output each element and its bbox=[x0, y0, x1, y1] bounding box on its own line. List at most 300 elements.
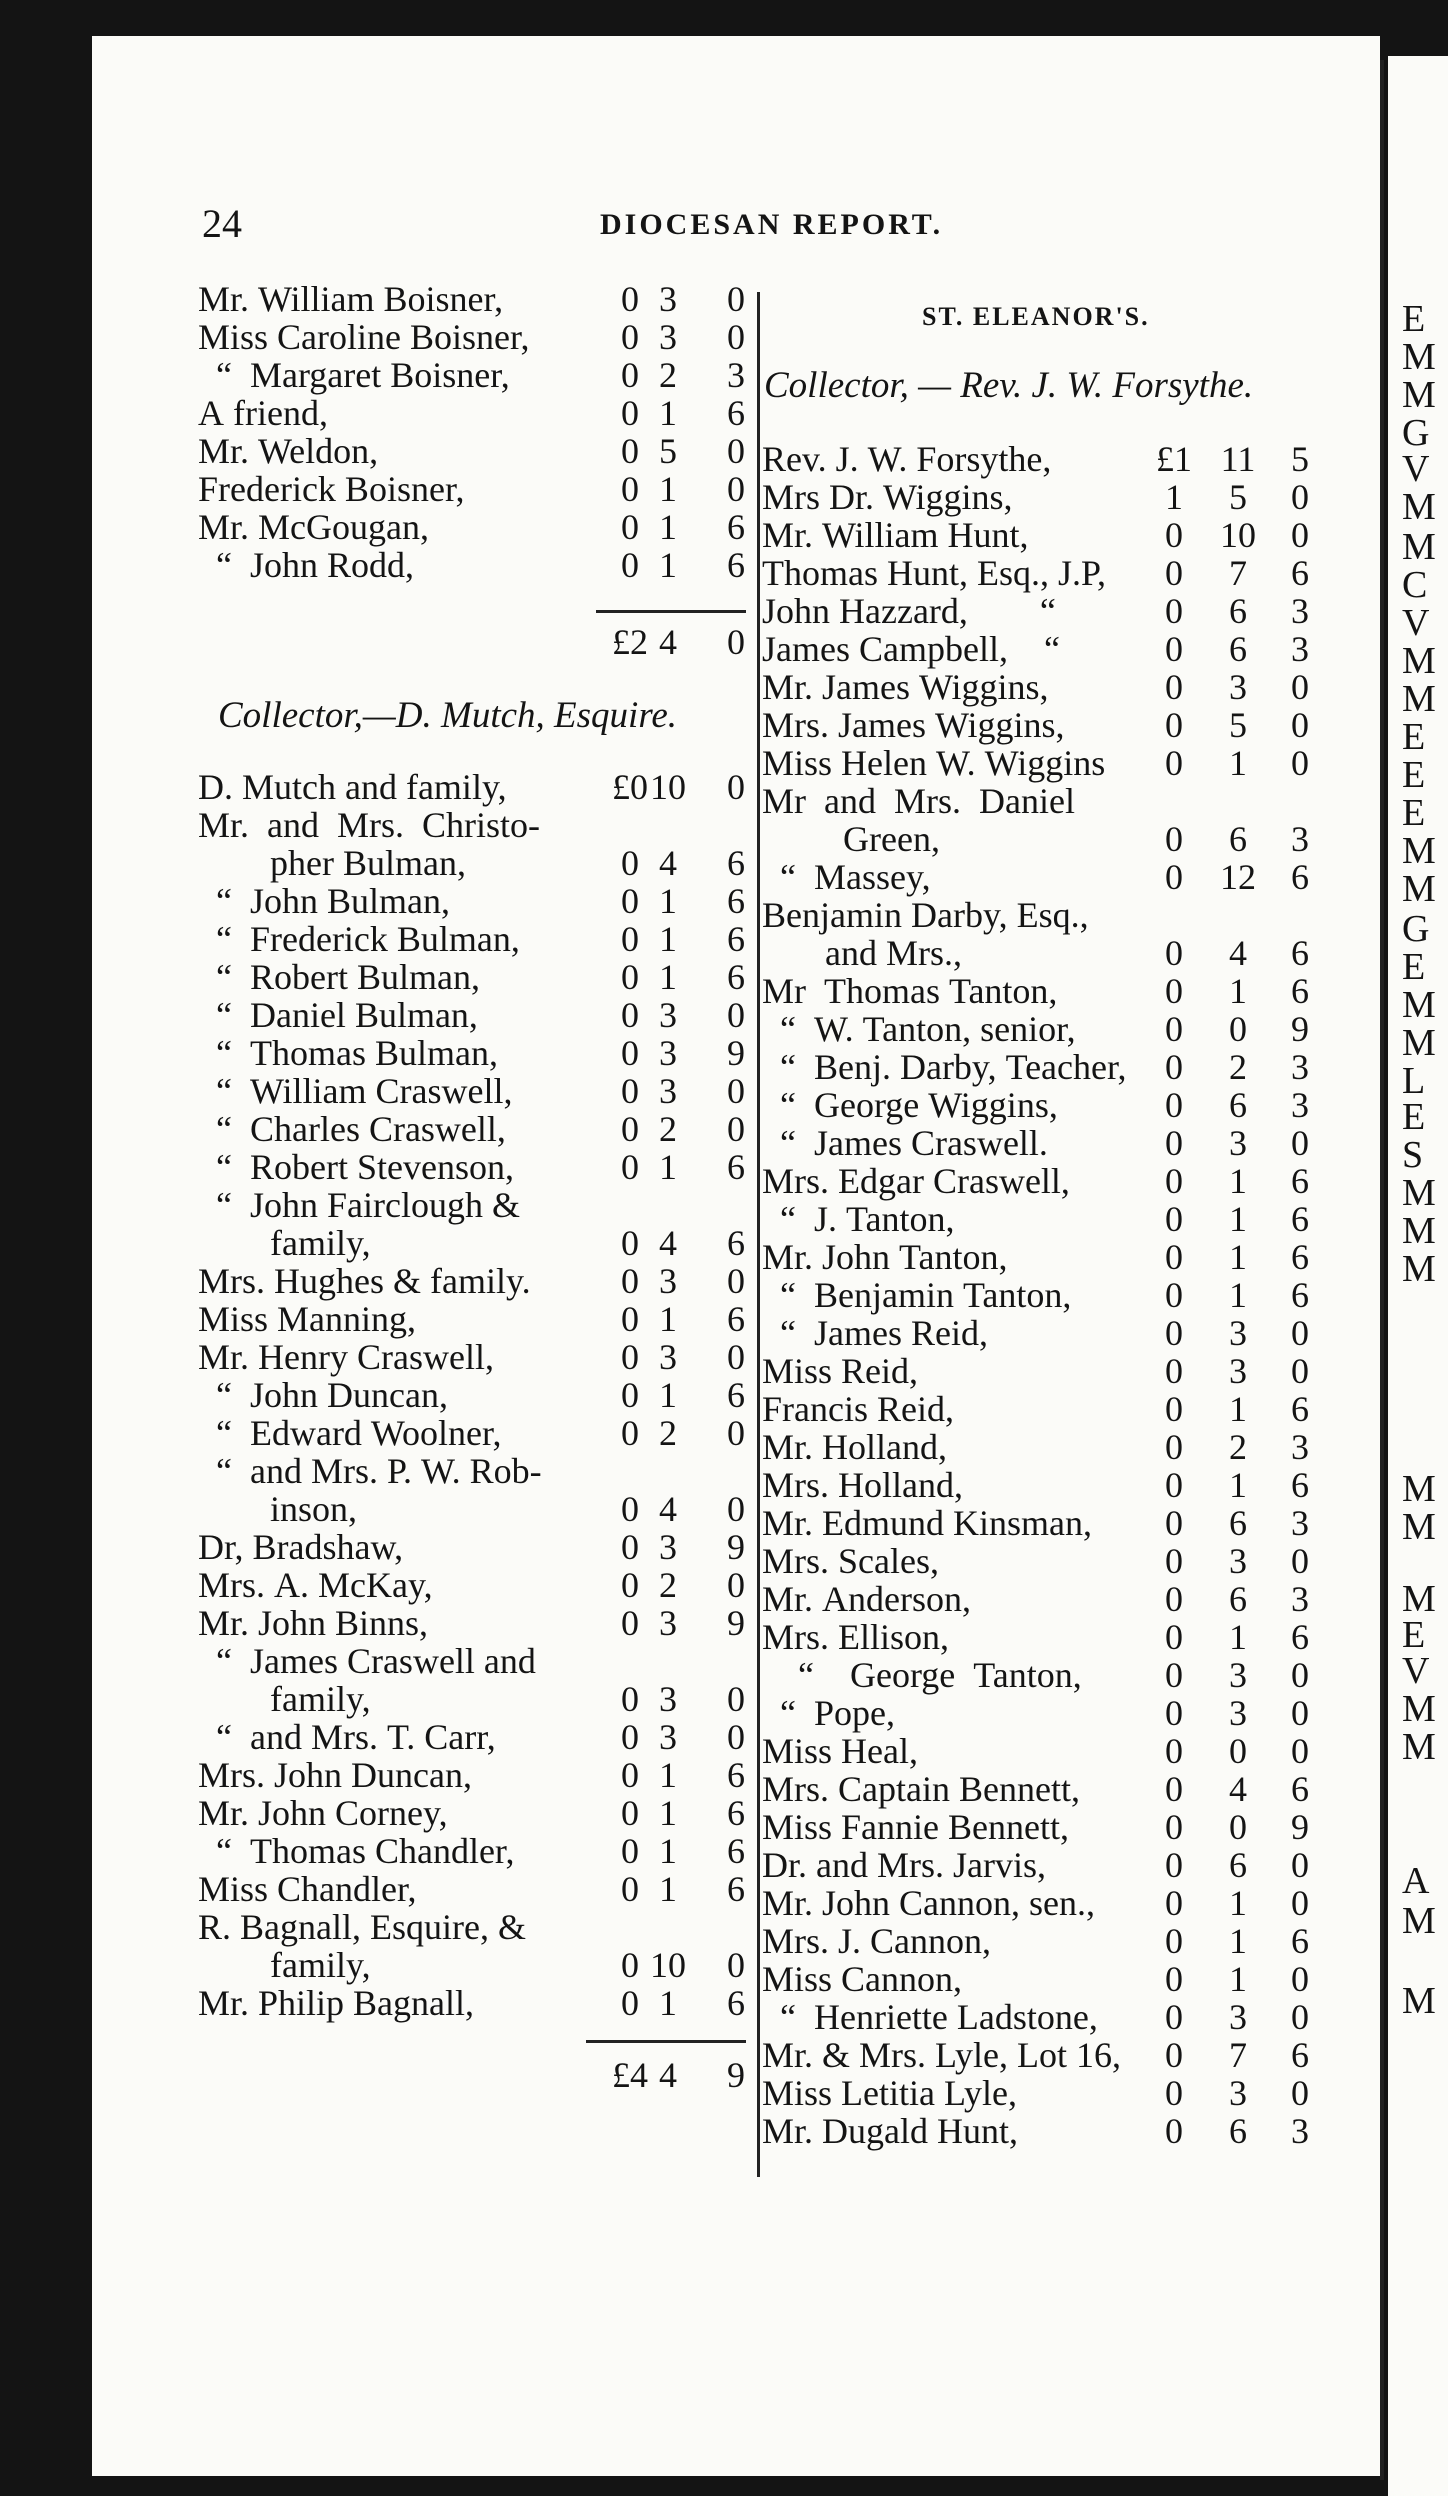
amount-pounds: 0 bbox=[621, 1033, 639, 1073]
amount-pounds: 0 bbox=[1165, 2111, 1183, 2151]
amount-pounds: 0 bbox=[621, 995, 639, 1035]
amount-pounds: 0 bbox=[621, 1071, 639, 1111]
amount-pence: 0 bbox=[727, 1717, 745, 1757]
contributor-name: Mr. William Hunt, bbox=[762, 515, 1029, 555]
contributor-name: John Hazzard, “ bbox=[762, 591, 1056, 631]
entry-row bbox=[198, 1870, 776, 1908]
amount-shillings: 2 bbox=[1229, 1427, 1247, 1467]
next-page-letter: E bbox=[1402, 946, 1426, 988]
amount-pence: 6 bbox=[727, 545, 745, 585]
contributor-name: D. Mutch and family, bbox=[198, 767, 507, 807]
contributor-name: Mr. Edmund Kinsman, bbox=[762, 1503, 1092, 1543]
amount-pence: 3 bbox=[1291, 1579, 1309, 1619]
contributor-name: Francis Reid, bbox=[762, 1389, 954, 1429]
entry-row bbox=[762, 1960, 1340, 1998]
amount-pence: 6 bbox=[1291, 1199, 1309, 1239]
amount-pence: 0 bbox=[1291, 1959, 1309, 1999]
collector-heading: Collector,—D. Mutch, Esquire. bbox=[218, 695, 678, 736]
next-page-letter: M bbox=[1402, 984, 1436, 1026]
entry-row bbox=[762, 1542, 1340, 1580]
entry-row bbox=[762, 972, 1340, 1010]
amount-pounds: 0 bbox=[621, 545, 639, 585]
amount-pence: 0 bbox=[1291, 1731, 1309, 1771]
sum-rule bbox=[596, 610, 746, 613]
contributor-name: “ Robert Stevenson, bbox=[198, 1147, 514, 1187]
entry-row bbox=[762, 1428, 1340, 1466]
next-page-letter: M bbox=[1402, 830, 1436, 872]
entry-row bbox=[198, 1566, 776, 1604]
contributor-name: “ John Fairclough & bbox=[198, 1185, 520, 1225]
amount-pence: 6 bbox=[1291, 1769, 1309, 1809]
amount-pounds: 0 bbox=[1165, 971, 1183, 1011]
amount-pence: 0 bbox=[1291, 1655, 1309, 1695]
amount-pounds: 0 bbox=[1165, 1123, 1183, 1163]
amount-pounds: 0 bbox=[621, 1565, 639, 1605]
page-number: 24 bbox=[202, 201, 242, 246]
entry-row bbox=[198, 1718, 776, 1756]
amount-pounds: 0 bbox=[1165, 1199, 1183, 1239]
amount-pence: 3 bbox=[1291, 1047, 1309, 1087]
amount-pence: 9 bbox=[1291, 1009, 1309, 1049]
entry-row bbox=[198, 1756, 776, 1794]
next-page-letter: M bbox=[1402, 374, 1436, 416]
amount-shillings: 1 bbox=[659, 1869, 677, 1909]
entry-row bbox=[198, 508, 776, 546]
contributor-name: Mr. McGougan, bbox=[198, 507, 429, 547]
amount-shillings: 6 bbox=[1229, 1579, 1247, 1619]
amount-pounds: £0 bbox=[612, 767, 648, 807]
amount-pence: 6 bbox=[727, 507, 745, 547]
next-page-letter: G bbox=[1402, 908, 1430, 950]
amount-pounds: 0 bbox=[1165, 1047, 1183, 1087]
amount-pounds: 0 bbox=[1165, 933, 1183, 973]
contributor-name: Mrs. Scales, bbox=[762, 1541, 939, 1581]
contributor-name: Miss Chandler, bbox=[198, 1869, 417, 1909]
next-page-letter: M bbox=[1402, 1900, 1436, 1942]
next-page-letter: M bbox=[1402, 1468, 1436, 1510]
contributor-name: “ Thomas Chandler, bbox=[198, 1831, 515, 1871]
entry-row bbox=[198, 1946, 776, 1984]
contributor-name: “ Pope, bbox=[762, 1693, 895, 1733]
contributor-name: Thomas Hunt, Esq., J.P, bbox=[762, 553, 1107, 593]
contributor-name: “ Benjamin Tanton, bbox=[762, 1275, 1072, 1315]
amount-shillings: 1 bbox=[659, 469, 677, 509]
amount-pence: 6 bbox=[727, 1983, 745, 2023]
amount-shillings: 1 bbox=[659, 1983, 677, 2023]
amount-shillings: 3 bbox=[659, 317, 677, 357]
amount-shillings: 4 bbox=[659, 1223, 677, 1263]
amount-pence: 0 bbox=[727, 1565, 745, 1605]
amount-shillings: 6 bbox=[1229, 2111, 1247, 2151]
amount-shillings: 4 bbox=[659, 622, 677, 662]
amount-shillings: 6 bbox=[1229, 1503, 1247, 1543]
amount-pounds: 0 bbox=[1165, 1959, 1183, 1999]
entry-row bbox=[198, 1034, 776, 1072]
amount-pounds: 0 bbox=[621, 1261, 639, 1301]
amount-shillings: 0 bbox=[1229, 1807, 1247, 1847]
amount-pence: 0 bbox=[1291, 477, 1309, 517]
next-page-letter: C bbox=[1402, 564, 1428, 606]
contributor-name: Mr. John Cannon, sen., bbox=[762, 1883, 1095, 1923]
amount-pounds: 0 bbox=[621, 279, 639, 319]
contributor-name: Mrs. A. McKay, bbox=[198, 1565, 433, 1605]
entry-row bbox=[198, 1490, 776, 1528]
amount-shillings: 3 bbox=[1229, 1313, 1247, 1353]
amount-shillings: 1 bbox=[659, 1793, 677, 1833]
entry-row bbox=[198, 1908, 776, 1946]
entry-row bbox=[762, 630, 1340, 668]
amount-pence: 0 bbox=[727, 1489, 745, 1529]
entry-row bbox=[762, 896, 1340, 934]
next-page-letter: E bbox=[1402, 298, 1426, 340]
amount-pence: 3 bbox=[1291, 2111, 1309, 2151]
amount-shillings: 7 bbox=[1229, 2035, 1247, 2075]
amount-shillings: 3 bbox=[659, 1717, 677, 1757]
amount-shillings: 3 bbox=[659, 1071, 677, 1111]
amount-pounds: 0 bbox=[621, 1603, 639, 1643]
entry-row bbox=[198, 1338, 776, 1376]
amount-pence: 3 bbox=[1291, 1085, 1309, 1125]
contributor-name: inson, bbox=[198, 1489, 358, 1529]
next-page-letter: M bbox=[1402, 1726, 1436, 1768]
amount-pence: 6 bbox=[727, 919, 745, 959]
amount-shillings: 2 bbox=[659, 1413, 677, 1453]
amount-pence: 0 bbox=[727, 767, 745, 807]
amount-shillings: 2 bbox=[659, 355, 677, 395]
entry-row bbox=[762, 1048, 1340, 1086]
contributor-name: “ and Mrs. T. Carr, bbox=[198, 1717, 496, 1757]
contributor-name: Dr, Bradshaw, bbox=[198, 1527, 404, 1567]
amount-shillings: 3 bbox=[1229, 1655, 1247, 1695]
contributor-name: “ Massey, bbox=[762, 857, 931, 897]
amount-shillings: 2 bbox=[659, 1565, 677, 1605]
next-page-letter: S bbox=[1402, 1134, 1424, 1176]
contributor-name: Mrs. Captain Bennett, bbox=[762, 1769, 1080, 1809]
contributor-name: Mr. Holland, bbox=[762, 1427, 947, 1467]
amount-pence: 6 bbox=[727, 1755, 745, 1795]
amount-pounds: 0 bbox=[621, 393, 639, 433]
amount-pounds: 0 bbox=[1165, 591, 1183, 631]
amount-pounds: 0 bbox=[1165, 705, 1183, 745]
amount-shillings: 4 bbox=[1229, 933, 1247, 973]
contributor-name: Mr. John Binns, bbox=[198, 1603, 429, 1643]
amount-pence: 0 bbox=[1291, 1997, 1309, 2037]
amount-pence: 6 bbox=[1291, 1617, 1309, 1657]
amount-pounds: 0 bbox=[1165, 1807, 1183, 1847]
amount-pounds: 0 bbox=[1165, 1769, 1183, 1809]
amount-pence: 0 bbox=[1291, 705, 1309, 745]
amount-pounds: 0 bbox=[621, 1831, 639, 1871]
entry-row bbox=[198, 768, 776, 806]
contributor-name: and Mrs., bbox=[762, 933, 962, 973]
entry-row bbox=[762, 934, 1340, 972]
amount-pence: 6 bbox=[727, 1223, 745, 1263]
amount-shillings: 1 bbox=[1229, 1161, 1247, 1201]
entry-row bbox=[762, 1618, 1340, 1656]
next-page-letter: M bbox=[1402, 640, 1436, 682]
amount-pence: 6 bbox=[727, 1147, 745, 1187]
entry-row bbox=[198, 1224, 776, 1262]
amount-shillings: 1 bbox=[1229, 1237, 1247, 1277]
next-page-letter: V bbox=[1402, 602, 1430, 644]
amount-shillings: 1 bbox=[659, 1375, 677, 1415]
amount-shillings: 0 bbox=[1229, 1731, 1247, 1771]
total-row bbox=[198, 2056, 776, 2094]
entry-row bbox=[198, 546, 776, 584]
amount-shillings: 1 bbox=[659, 1299, 677, 1339]
amount-shillings: 3 bbox=[659, 1603, 677, 1643]
next-page-letter: M bbox=[1402, 678, 1436, 720]
entry-row bbox=[198, 1186, 776, 1224]
amount-pounds: 0 bbox=[1165, 2035, 1183, 2075]
amount-pounds: 0 bbox=[1165, 1237, 1183, 1277]
amount-shillings: 3 bbox=[1229, 1123, 1247, 1163]
amount-shillings: 1 bbox=[659, 1147, 677, 1187]
next-page-letter: M bbox=[1402, 1578, 1436, 1620]
page-gutter bbox=[1380, 60, 1384, 2480]
entry-row bbox=[762, 706, 1340, 744]
amount-shillings: 1 bbox=[659, 545, 677, 585]
amount-pence: 0 bbox=[1291, 515, 1309, 555]
contributor-name: James Campbell, “ bbox=[762, 629, 1060, 669]
amount-shillings: 6 bbox=[1229, 1845, 1247, 1885]
amount-pounds: 0 bbox=[1165, 667, 1183, 707]
entry-row bbox=[198, 920, 776, 958]
amount-shillings: 3 bbox=[1229, 1693, 1247, 1733]
amount-pence: 6 bbox=[727, 1299, 745, 1339]
amount-pence: 3 bbox=[1291, 591, 1309, 631]
amount-pence: 9 bbox=[727, 1033, 745, 1073]
entry-row bbox=[198, 394, 776, 432]
entry-row bbox=[762, 1808, 1340, 1846]
entry-row bbox=[762, 744, 1340, 782]
amount-shillings: 3 bbox=[659, 279, 677, 319]
amount-pence: 6 bbox=[727, 957, 745, 997]
amount-pounds: 0 bbox=[621, 469, 639, 509]
contributor-name: “ Benj. Darby, Teacher, bbox=[762, 1047, 1127, 1087]
contributor-name: “ and Mrs. P. W. Rob- bbox=[198, 1451, 542, 1491]
amount-pounds: 0 bbox=[621, 1413, 639, 1453]
contributor-name: Green, bbox=[762, 819, 940, 859]
amount-shillings: 12 bbox=[1220, 857, 1256, 897]
next-page-letter: E bbox=[1402, 754, 1426, 796]
amount-pence: 6 bbox=[727, 1793, 745, 1833]
contributor-name: Mr. John Corney, bbox=[198, 1793, 448, 1833]
amount-pence: 0 bbox=[727, 1679, 745, 1719]
amount-shillings: 3 bbox=[1229, 1351, 1247, 1391]
amount-pounds: £2 bbox=[612, 622, 648, 662]
sum-rule bbox=[586, 2040, 746, 2043]
amount-pence: 0 bbox=[727, 1337, 745, 1377]
entry-row bbox=[762, 1200, 1340, 1238]
entry-row bbox=[762, 668, 1340, 706]
amount-pounds: 0 bbox=[1165, 1085, 1183, 1125]
amount-pounds: 0 bbox=[621, 1679, 639, 1719]
amount-pounds: 0 bbox=[1165, 1883, 1183, 1923]
next-page-letter: M bbox=[1402, 1688, 1436, 1730]
amount-pounds: 0 bbox=[1165, 1845, 1183, 1885]
entry-row bbox=[198, 1414, 776, 1452]
entry-row bbox=[762, 858, 1340, 896]
next-page-letter: M bbox=[1402, 1506, 1436, 1548]
section-title: ST. ELEANOR'S. bbox=[922, 302, 1150, 331]
amount-shillings: 2 bbox=[659, 1109, 677, 1149]
contributor-name: Mr. John Tanton, bbox=[762, 1237, 1008, 1277]
amount-pence: 0 bbox=[727, 469, 745, 509]
entry-row bbox=[198, 1984, 776, 2022]
amount-shillings: 1 bbox=[659, 1831, 677, 1871]
amount-shillings: 3 bbox=[659, 1337, 677, 1377]
amount-pence: 6 bbox=[1291, 553, 1309, 593]
amount-pence: 9 bbox=[727, 2055, 745, 2095]
next-page-letter: L bbox=[1402, 1060, 1426, 1102]
entry-row bbox=[762, 1732, 1340, 1770]
contributor-name: “ Daniel Bulman, bbox=[198, 995, 478, 1035]
contributor-name: Mrs. J. Cannon, bbox=[762, 1921, 992, 1961]
next-page-letter: M bbox=[1402, 1172, 1436, 1214]
contributor-name: Mrs. Holland, bbox=[762, 1465, 963, 1505]
amount-pence: 0 bbox=[1291, 667, 1309, 707]
amount-pence: 0 bbox=[1291, 1123, 1309, 1163]
contributor-name: A friend, bbox=[198, 393, 328, 433]
amount-shillings: 6 bbox=[1229, 591, 1247, 631]
next-page-letter: M bbox=[1402, 336, 1436, 378]
amount-pounds: 0 bbox=[1165, 1655, 1183, 1695]
amount-pounds: 0 bbox=[1165, 629, 1183, 669]
amount-shillings: 1 bbox=[1229, 1921, 1247, 1961]
next-page-letter: M bbox=[1402, 1210, 1436, 1252]
amount-shillings: 3 bbox=[659, 1033, 677, 1073]
contributor-name: Mr. William Boisner, bbox=[198, 279, 504, 319]
amount-pence: 6 bbox=[727, 881, 745, 921]
entry-row bbox=[198, 1300, 776, 1338]
amount-pounds: 0 bbox=[621, 1489, 639, 1529]
amount-pounds: 0 bbox=[1165, 515, 1183, 555]
amount-pence: 5 bbox=[1291, 439, 1309, 479]
next-page-letter: M bbox=[1402, 1248, 1436, 1290]
next-page-letter: M bbox=[1402, 486, 1436, 528]
entry-row bbox=[198, 356, 776, 394]
amount-pounds: 0 bbox=[1165, 1503, 1183, 1543]
next-page-letter: E bbox=[1402, 716, 1426, 758]
amount-pence: 6 bbox=[1291, 1465, 1309, 1505]
amount-pounds: 0 bbox=[1165, 1161, 1183, 1201]
contributor-name: Miss Helen W. Wiggins bbox=[762, 743, 1106, 783]
amount-pounds: 0 bbox=[1165, 1693, 1183, 1733]
amount-pence: 0 bbox=[1291, 1351, 1309, 1391]
amount-shillings: 1 bbox=[659, 919, 677, 959]
total-row bbox=[198, 623, 776, 661]
contributor-name: Mrs. Ellison, bbox=[762, 1617, 950, 1657]
contributor-name: Mrs. Edgar Craswell, bbox=[762, 1161, 1070, 1201]
entry-row bbox=[198, 1642, 776, 1680]
contributor-name: “ John Bulman, bbox=[198, 881, 450, 921]
amount-shillings: 5 bbox=[1229, 477, 1247, 517]
amount-pounds: 0 bbox=[621, 1375, 639, 1415]
amount-shillings: 3 bbox=[1229, 1541, 1247, 1581]
contributor-name: Mr. Dugald Hunt, bbox=[762, 2111, 1018, 2151]
amount-shillings: 1 bbox=[1229, 1883, 1247, 1923]
amount-pounds: 0 bbox=[621, 843, 639, 883]
entry-row bbox=[762, 2112, 1340, 2150]
contributor-name: Miss Letitia Lyle, bbox=[762, 2073, 1017, 2113]
amount-pounds: 0 bbox=[621, 1109, 639, 1149]
entry-row bbox=[198, 1110, 776, 1148]
next-page-letter: M bbox=[1402, 868, 1436, 910]
entry-row bbox=[762, 1162, 1340, 1200]
contributor-name: “ Margaret Boisner, bbox=[198, 355, 510, 395]
contributor-name: Miss Cannon, bbox=[762, 1959, 963, 1999]
contributor-name: “ J. Tanton, bbox=[762, 1199, 955, 1239]
amount-pounds: 0 bbox=[1165, 743, 1183, 783]
entry-row bbox=[762, 1922, 1340, 1960]
amount-pounds: 0 bbox=[1165, 1275, 1183, 1315]
amount-pounds: 0 bbox=[1165, 1427, 1183, 1467]
next-page-letter: A bbox=[1402, 1860, 1430, 1902]
entry-row bbox=[762, 1466, 1340, 1504]
contributor-name: “ Robert Bulman, bbox=[198, 957, 480, 997]
amount-pounds: 0 bbox=[1165, 819, 1183, 859]
amount-pence: 6 bbox=[1291, 2035, 1309, 2075]
amount-shillings: 4 bbox=[659, 843, 677, 883]
entry-row bbox=[762, 1352, 1340, 1390]
amount-shillings: 6 bbox=[1229, 819, 1247, 859]
contributor-name: “ John Duncan, bbox=[198, 1375, 448, 1415]
amount-shillings: 4 bbox=[1229, 1769, 1247, 1809]
entry-row bbox=[198, 1376, 776, 1414]
amount-shillings: 6 bbox=[1229, 1085, 1247, 1125]
amount-pence: 3 bbox=[1291, 1503, 1309, 1543]
entry-row bbox=[198, 1262, 776, 1300]
amount-pounds: 0 bbox=[1165, 2073, 1183, 2113]
amount-pounds: 0 bbox=[1165, 1731, 1183, 1771]
contributor-name: “ James Craswell and bbox=[198, 1641, 536, 1681]
amount-pounds: 0 bbox=[1165, 553, 1183, 593]
amount-pence: 0 bbox=[1291, 1845, 1309, 1885]
amount-shillings: 3 bbox=[1229, 667, 1247, 707]
entry-row bbox=[198, 1072, 776, 1110]
contributor-name: family, bbox=[198, 1679, 371, 1719]
next-page-letter: M bbox=[1402, 526, 1436, 568]
contributor-name: Mrs. John Duncan, bbox=[198, 1755, 472, 1795]
contributor-name: Mrs. James Wiggins, bbox=[762, 705, 1065, 745]
entry-row bbox=[762, 1770, 1340, 1808]
entry-row bbox=[198, 844, 776, 882]
amount-pounds: 0 bbox=[621, 317, 639, 357]
entry-row bbox=[762, 592, 1340, 630]
contributor-name: Mrs. Hughes & family. bbox=[198, 1261, 531, 1301]
amount-pence: 6 bbox=[1291, 1161, 1309, 1201]
entry-row bbox=[762, 1124, 1340, 1162]
amount-pence: 0 bbox=[727, 317, 745, 357]
amount-shillings: 1 bbox=[1229, 1199, 1247, 1239]
amount-pounds: 0 bbox=[1165, 1541, 1183, 1581]
entry-row bbox=[762, 1694, 1340, 1732]
amount-pence: 3 bbox=[727, 355, 745, 395]
contributor-name: “ James Reid, bbox=[762, 1313, 988, 1353]
amount-pounds: 0 bbox=[1165, 1465, 1183, 1505]
amount-pence: 0 bbox=[727, 279, 745, 319]
entry-row bbox=[198, 1832, 776, 1870]
amount-shillings: 1 bbox=[659, 957, 677, 997]
amount-pence: 6 bbox=[1291, 1921, 1309, 1961]
amount-shillings: 1 bbox=[659, 881, 677, 921]
amount-shillings: 1 bbox=[1229, 1389, 1247, 1429]
amount-pence: 0 bbox=[727, 1413, 745, 1453]
amount-shillings: 3 bbox=[659, 1527, 677, 1567]
amount-shillings: 1 bbox=[1229, 743, 1247, 783]
contributor-name: Miss Reid, bbox=[762, 1351, 919, 1391]
